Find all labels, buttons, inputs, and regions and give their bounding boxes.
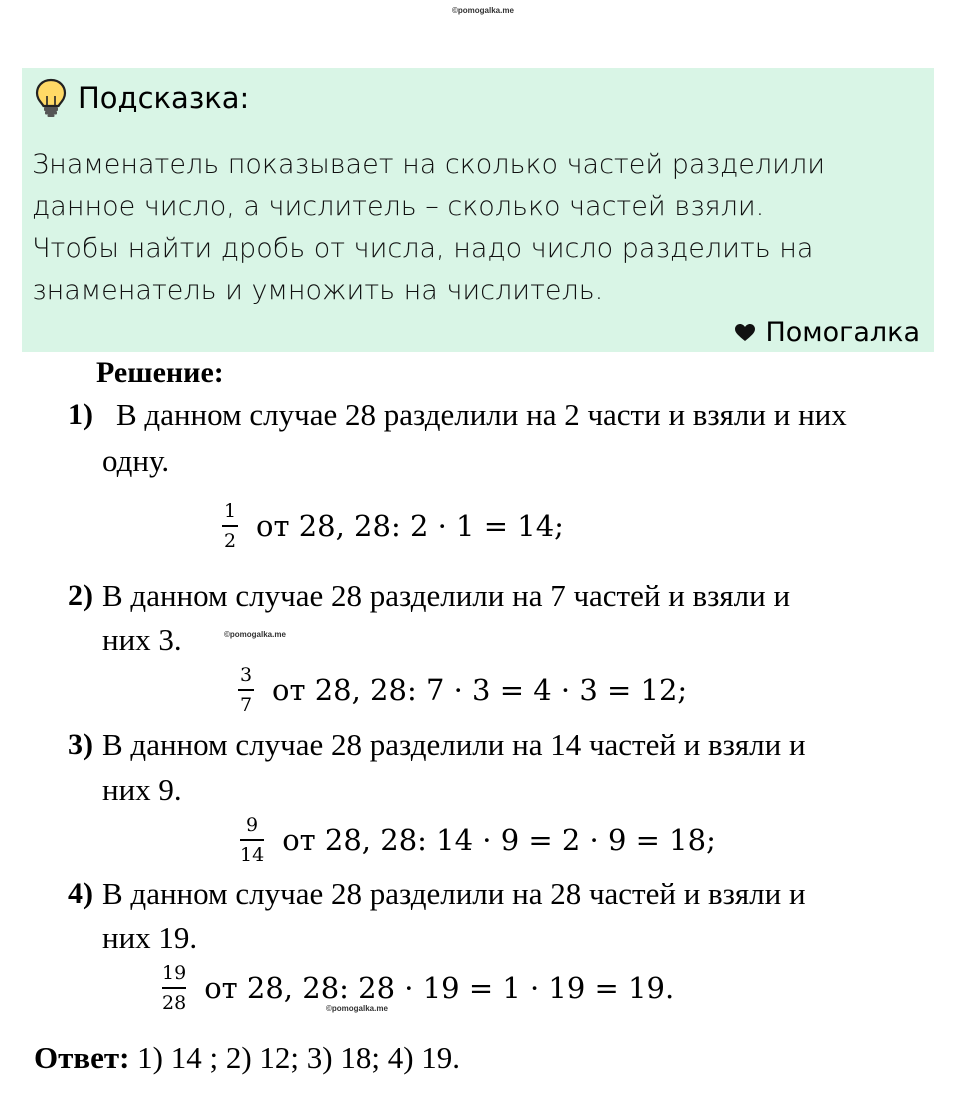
numerator: 19 — [162, 962, 187, 984]
expression: от 28, 28: 28 · 19 = 1 · 19 = 19. — [204, 970, 675, 1005]
hint-header — [34, 78, 249, 118]
heart-icon — [735, 324, 755, 342]
fraction — [240, 814, 264, 866]
fraction-bar — [238, 689, 254, 691]
hint-line: Знаменатель показывает на сколько частей разделили — [32, 149, 825, 180]
hint-box — [22, 68, 934, 352]
hint-text — [32, 144, 922, 312]
numerator: 3 — [239, 664, 253, 686]
step-formula — [222, 500, 564, 552]
step-text: них 3. — [102, 622, 182, 657]
answer-label: Ответ: — [34, 1040, 130, 1075]
expression: от 28, 28: 2 · 1 = 14; — [256, 508, 564, 543]
step-formula — [240, 814, 716, 866]
step-formula — [162, 962, 674, 1014]
solution-title: Решение: — [96, 356, 224, 389]
step-number: 4) — [68, 877, 93, 910]
brand-name: Помогалка — [765, 317, 920, 348]
step-text: В данном случае 28 разделили на 14 частей и взяли и — [102, 727, 806, 762]
fraction — [238, 664, 254, 716]
answer-text: 1) 14 ; 2) 12; 3) 18; 4) 19. — [137, 1040, 461, 1075]
step-number: 3) — [68, 728, 93, 761]
numerator: 1 — [223, 500, 237, 522]
step-text: одну. — [102, 443, 170, 478]
fraction-bar — [222, 525, 238, 527]
expression: от 28, 28: 14 · 9 = 2 · 9 = 18; — [282, 822, 716, 857]
step-text: В данном случае 28 разделили на 2 части и взяли и них — [116, 397, 847, 432]
hint-line: данное число, а числитель – сколько частей взяли. — [32, 191, 765, 222]
step-text: В данном случае 28 разделили на 7 частей и взяли и — [102, 578, 791, 613]
step-text: В данном случае 28 разделили на 28 частей и взяли и — [102, 876, 806, 911]
fraction — [162, 962, 186, 1014]
numerator: 9 — [246, 814, 259, 836]
hint-line: Чтобы найти дробь от числа, надо число разделить на — [32, 233, 814, 264]
step-text: них 19. — [102, 920, 198, 955]
denominator: 28 — [162, 991, 187, 1014]
hint-line: знаменатель и умножить на числитель. — [32, 275, 604, 306]
denominator: 2 — [223, 529, 237, 552]
hint-title: Подсказка: — [78, 81, 250, 115]
denominator: 14 — [240, 843, 265, 866]
lightbulb-icon — [34, 78, 68, 118]
fraction-bar — [240, 839, 264, 841]
fraction — [222, 500, 238, 552]
watermark-bottom: ©pomogalka.me — [326, 1004, 388, 1013]
brand-signature — [735, 317, 920, 348]
step-number: 2) — [68, 579, 93, 612]
expression: от 28, 28: 7 · 3 = 4 · 3 = 12; — [272, 672, 688, 707]
denominator: 7 — [239, 693, 253, 716]
step-formula — [238, 664, 687, 716]
watermark-top: ©pomogalka.me — [452, 6, 514, 15]
step-number: 1) — [68, 398, 93, 431]
fraction-bar — [162, 987, 186, 989]
step-text: них 9. — [102, 772, 182, 807]
answer — [34, 1040, 460, 1076]
watermark-middle: ©pomogalka.me — [224, 630, 286, 639]
